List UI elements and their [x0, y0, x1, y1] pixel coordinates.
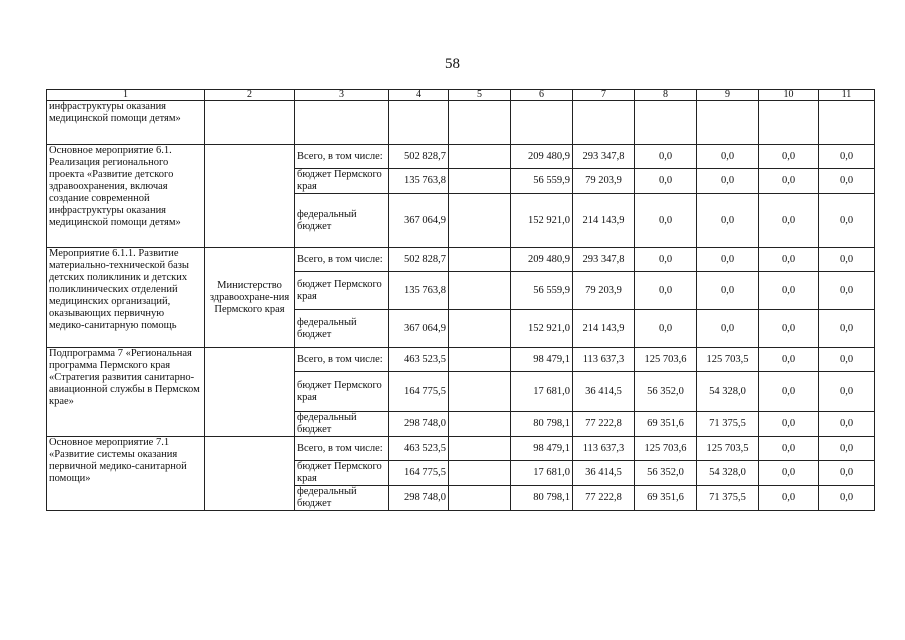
column-header: 8: [635, 90, 697, 101]
amount-cell: 293 347,8: [573, 248, 635, 272]
amount-cell: 0,0: [635, 310, 697, 348]
amount-cell: 56 352,0: [635, 372, 697, 412]
amount-cell: 152 921,0: [511, 310, 573, 348]
row-name-cell: инфраструктуры оказания медицинской помощи детям»: [47, 101, 205, 145]
amount-cell: 0,0: [819, 348, 875, 372]
column-header: 11: [819, 90, 875, 101]
amount-cell: 0,0: [819, 194, 875, 248]
amount-cell: [449, 310, 511, 348]
amount-cell: [573, 101, 635, 145]
amount-cell: 0,0: [697, 272, 759, 310]
amount-cell: [449, 461, 511, 486]
amount-cell: 17 681,0: [511, 372, 573, 412]
amount-cell: 0,0: [759, 372, 819, 412]
amount-cell: 0,0: [635, 272, 697, 310]
amount-cell: 56 559,9: [511, 272, 573, 310]
funding-source-cell: федеральный бюджет: [295, 412, 389, 437]
amount-cell: 0,0: [759, 412, 819, 437]
funding-source-cell: федеральный бюджет: [295, 310, 389, 348]
amount-cell: 71 375,5: [697, 486, 759, 511]
funding-source-cell: [295, 101, 389, 145]
amount-cell: [449, 486, 511, 511]
amount-cell: 0,0: [819, 310, 875, 348]
row-name-cell: Основное мероприятие 6.1. Реализация регионального проекта «Развитие детского здравоохранения, включая создание современной инфраструктуры оказания медицинской помощи детям»: [47, 145, 205, 248]
amount-cell: 77 222,8: [573, 486, 635, 511]
amount-cell: 367 064,9: [389, 194, 449, 248]
amount-cell: 0,0: [635, 169, 697, 194]
table-row: [47, 101, 875, 145]
funding-source-cell: Всего, в том числе:: [295, 348, 389, 372]
amount-cell: 0,0: [819, 412, 875, 437]
budget-table: [46, 89, 875, 511]
funding-source-cell: бюджет Пермского края: [295, 169, 389, 194]
amount-cell: [759, 101, 819, 145]
amount-cell: 164 775,5: [389, 461, 449, 486]
amount-cell: [449, 272, 511, 310]
amount-cell: 502 828,7: [389, 145, 449, 169]
column-header: 7: [573, 90, 635, 101]
amount-cell: 0,0: [759, 461, 819, 486]
funding-source-cell: бюджет Пермского края: [295, 272, 389, 310]
funding-source-cell: Всего, в том числе:: [295, 437, 389, 461]
amount-cell: 54 328,0: [697, 461, 759, 486]
amount-cell: 125 703,5: [697, 437, 759, 461]
amount-cell: 0,0: [635, 248, 697, 272]
amount-cell: [449, 348, 511, 372]
table-row: [47, 348, 875, 372]
amount-cell: [449, 145, 511, 169]
amount-cell: 0,0: [819, 145, 875, 169]
amount-cell: 0,0: [697, 194, 759, 248]
executor-cell: Министерство здравоохране-ния Пермского края: [205, 248, 295, 348]
amount-cell: 0,0: [759, 437, 819, 461]
amount-cell: 113 637,3: [573, 437, 635, 461]
amount-cell: [697, 101, 759, 145]
amount-cell: 164 775,5: [389, 372, 449, 412]
amount-cell: 125 703,6: [635, 348, 697, 372]
amount-cell: 113 637,3: [573, 348, 635, 372]
amount-cell: 98 479,1: [511, 437, 573, 461]
amount-cell: 69 351,6: [635, 412, 697, 437]
table-row: [47, 145, 875, 169]
amount-cell: [635, 101, 697, 145]
amount-cell: 125 703,5: [697, 348, 759, 372]
executor-cell: [205, 437, 295, 511]
amount-cell: 0,0: [697, 169, 759, 194]
amount-cell: 298 748,0: [389, 486, 449, 511]
funding-source-cell: федеральный бюджет: [295, 486, 389, 511]
amount-cell: 80 798,1: [511, 486, 573, 511]
amount-cell: 0,0: [759, 194, 819, 248]
amount-cell: 209 480,9: [511, 248, 573, 272]
table-header-row: [47, 90, 875, 101]
amount-cell: 0,0: [759, 486, 819, 511]
amount-cell: 463 523,5: [389, 348, 449, 372]
amount-cell: 80 798,1: [511, 412, 573, 437]
amount-cell: 36 414,5: [573, 372, 635, 412]
amount-cell: [449, 248, 511, 272]
amount-cell: 209 480,9: [511, 145, 573, 169]
amount-cell: 0,0: [759, 145, 819, 169]
column-header: 9: [697, 90, 759, 101]
amount-cell: [389, 101, 449, 145]
amount-cell: 0,0: [697, 310, 759, 348]
column-header: 1: [47, 90, 205, 101]
column-header: 6: [511, 90, 573, 101]
page-number: 58: [445, 56, 460, 72]
amount-cell: [449, 194, 511, 248]
amount-cell: 36 414,5: [573, 461, 635, 486]
amount-cell: 98 479,1: [511, 348, 573, 372]
amount-cell: [449, 101, 511, 145]
amount-cell: 79 203,9: [573, 272, 635, 310]
row-name-cell: Мероприятие 6.1.1. Развитие материально-технической базы детских поликлиник и детских поликлинических отделений медицинских организаций, оказывающих первичную медико-санитарную помощь: [47, 248, 205, 348]
amount-cell: 0,0: [819, 272, 875, 310]
column-header: 10: [759, 90, 819, 101]
amount-cell: 152 921,0: [511, 194, 573, 248]
amount-cell: 56 352,0: [635, 461, 697, 486]
row-name-cell: Подпрограмма 7 «Региональная программа Пермского края «Стратегия развития санитарно-авиационной службы в Пермском крае»: [47, 348, 205, 437]
amount-cell: 135 763,8: [389, 169, 449, 194]
amount-cell: 17 681,0: [511, 461, 573, 486]
column-header: 3: [295, 90, 389, 101]
amount-cell: 0,0: [759, 169, 819, 194]
amount-cell: [449, 169, 511, 194]
funding-source-cell: бюджет Пермского края: [295, 461, 389, 486]
table-row: [47, 248, 875, 272]
amount-cell: 214 143,9: [573, 310, 635, 348]
amount-cell: 0,0: [819, 437, 875, 461]
amount-cell: 0,0: [697, 248, 759, 272]
amount-cell: 0,0: [759, 272, 819, 310]
column-header: 5: [449, 90, 511, 101]
executor-cell: [205, 348, 295, 437]
row-name-cell: Основное мероприятие 7.1 «Развитие системы оказания первичной медико-санитарной помощи»: [47, 437, 205, 511]
amount-cell: [819, 101, 875, 145]
column-header: 2: [205, 90, 295, 101]
funding-source-cell: Всего, в том числе:: [295, 248, 389, 272]
amount-cell: 502 828,7: [389, 248, 449, 272]
amount-cell: 0,0: [759, 248, 819, 272]
table-row: [47, 437, 875, 461]
amount-cell: 0,0: [697, 145, 759, 169]
amount-cell: 77 222,8: [573, 412, 635, 437]
amount-cell: 367 064,9: [389, 310, 449, 348]
amount-cell: 0,0: [819, 248, 875, 272]
amount-cell: 0,0: [819, 372, 875, 412]
amount-cell: 0,0: [819, 169, 875, 194]
amount-cell: 56 559,9: [511, 169, 573, 194]
executor-cell: [205, 101, 295, 145]
amount-cell: [511, 101, 573, 145]
funding-source-cell: федеральный бюджет: [295, 194, 389, 248]
amount-cell: [449, 372, 511, 412]
amount-cell: 293 347,8: [573, 145, 635, 169]
amount-cell: 79 203,9: [573, 169, 635, 194]
amount-cell: 135 763,8: [389, 272, 449, 310]
amount-cell: 0,0: [819, 461, 875, 486]
amount-cell: 463 523,5: [389, 437, 449, 461]
amount-cell: 214 143,9: [573, 194, 635, 248]
column-header: 4: [389, 90, 449, 101]
amount-cell: 0,0: [759, 310, 819, 348]
amount-cell: 69 351,6: [635, 486, 697, 511]
amount-cell: 71 375,5: [697, 412, 759, 437]
amount-cell: 0,0: [635, 145, 697, 169]
amount-cell: 125 703,6: [635, 437, 697, 461]
executor-cell: [205, 145, 295, 248]
funding-source-cell: бюджет Пермского края: [295, 372, 389, 412]
amount-cell: [449, 412, 511, 437]
funding-source-cell: Всего, в том числе:: [295, 145, 389, 169]
amount-cell: 0,0: [759, 348, 819, 372]
amount-cell: [449, 437, 511, 461]
amount-cell: 54 328,0: [697, 372, 759, 412]
amount-cell: 298 748,0: [389, 412, 449, 437]
amount-cell: 0,0: [635, 194, 697, 248]
amount-cell: 0,0: [819, 486, 875, 511]
